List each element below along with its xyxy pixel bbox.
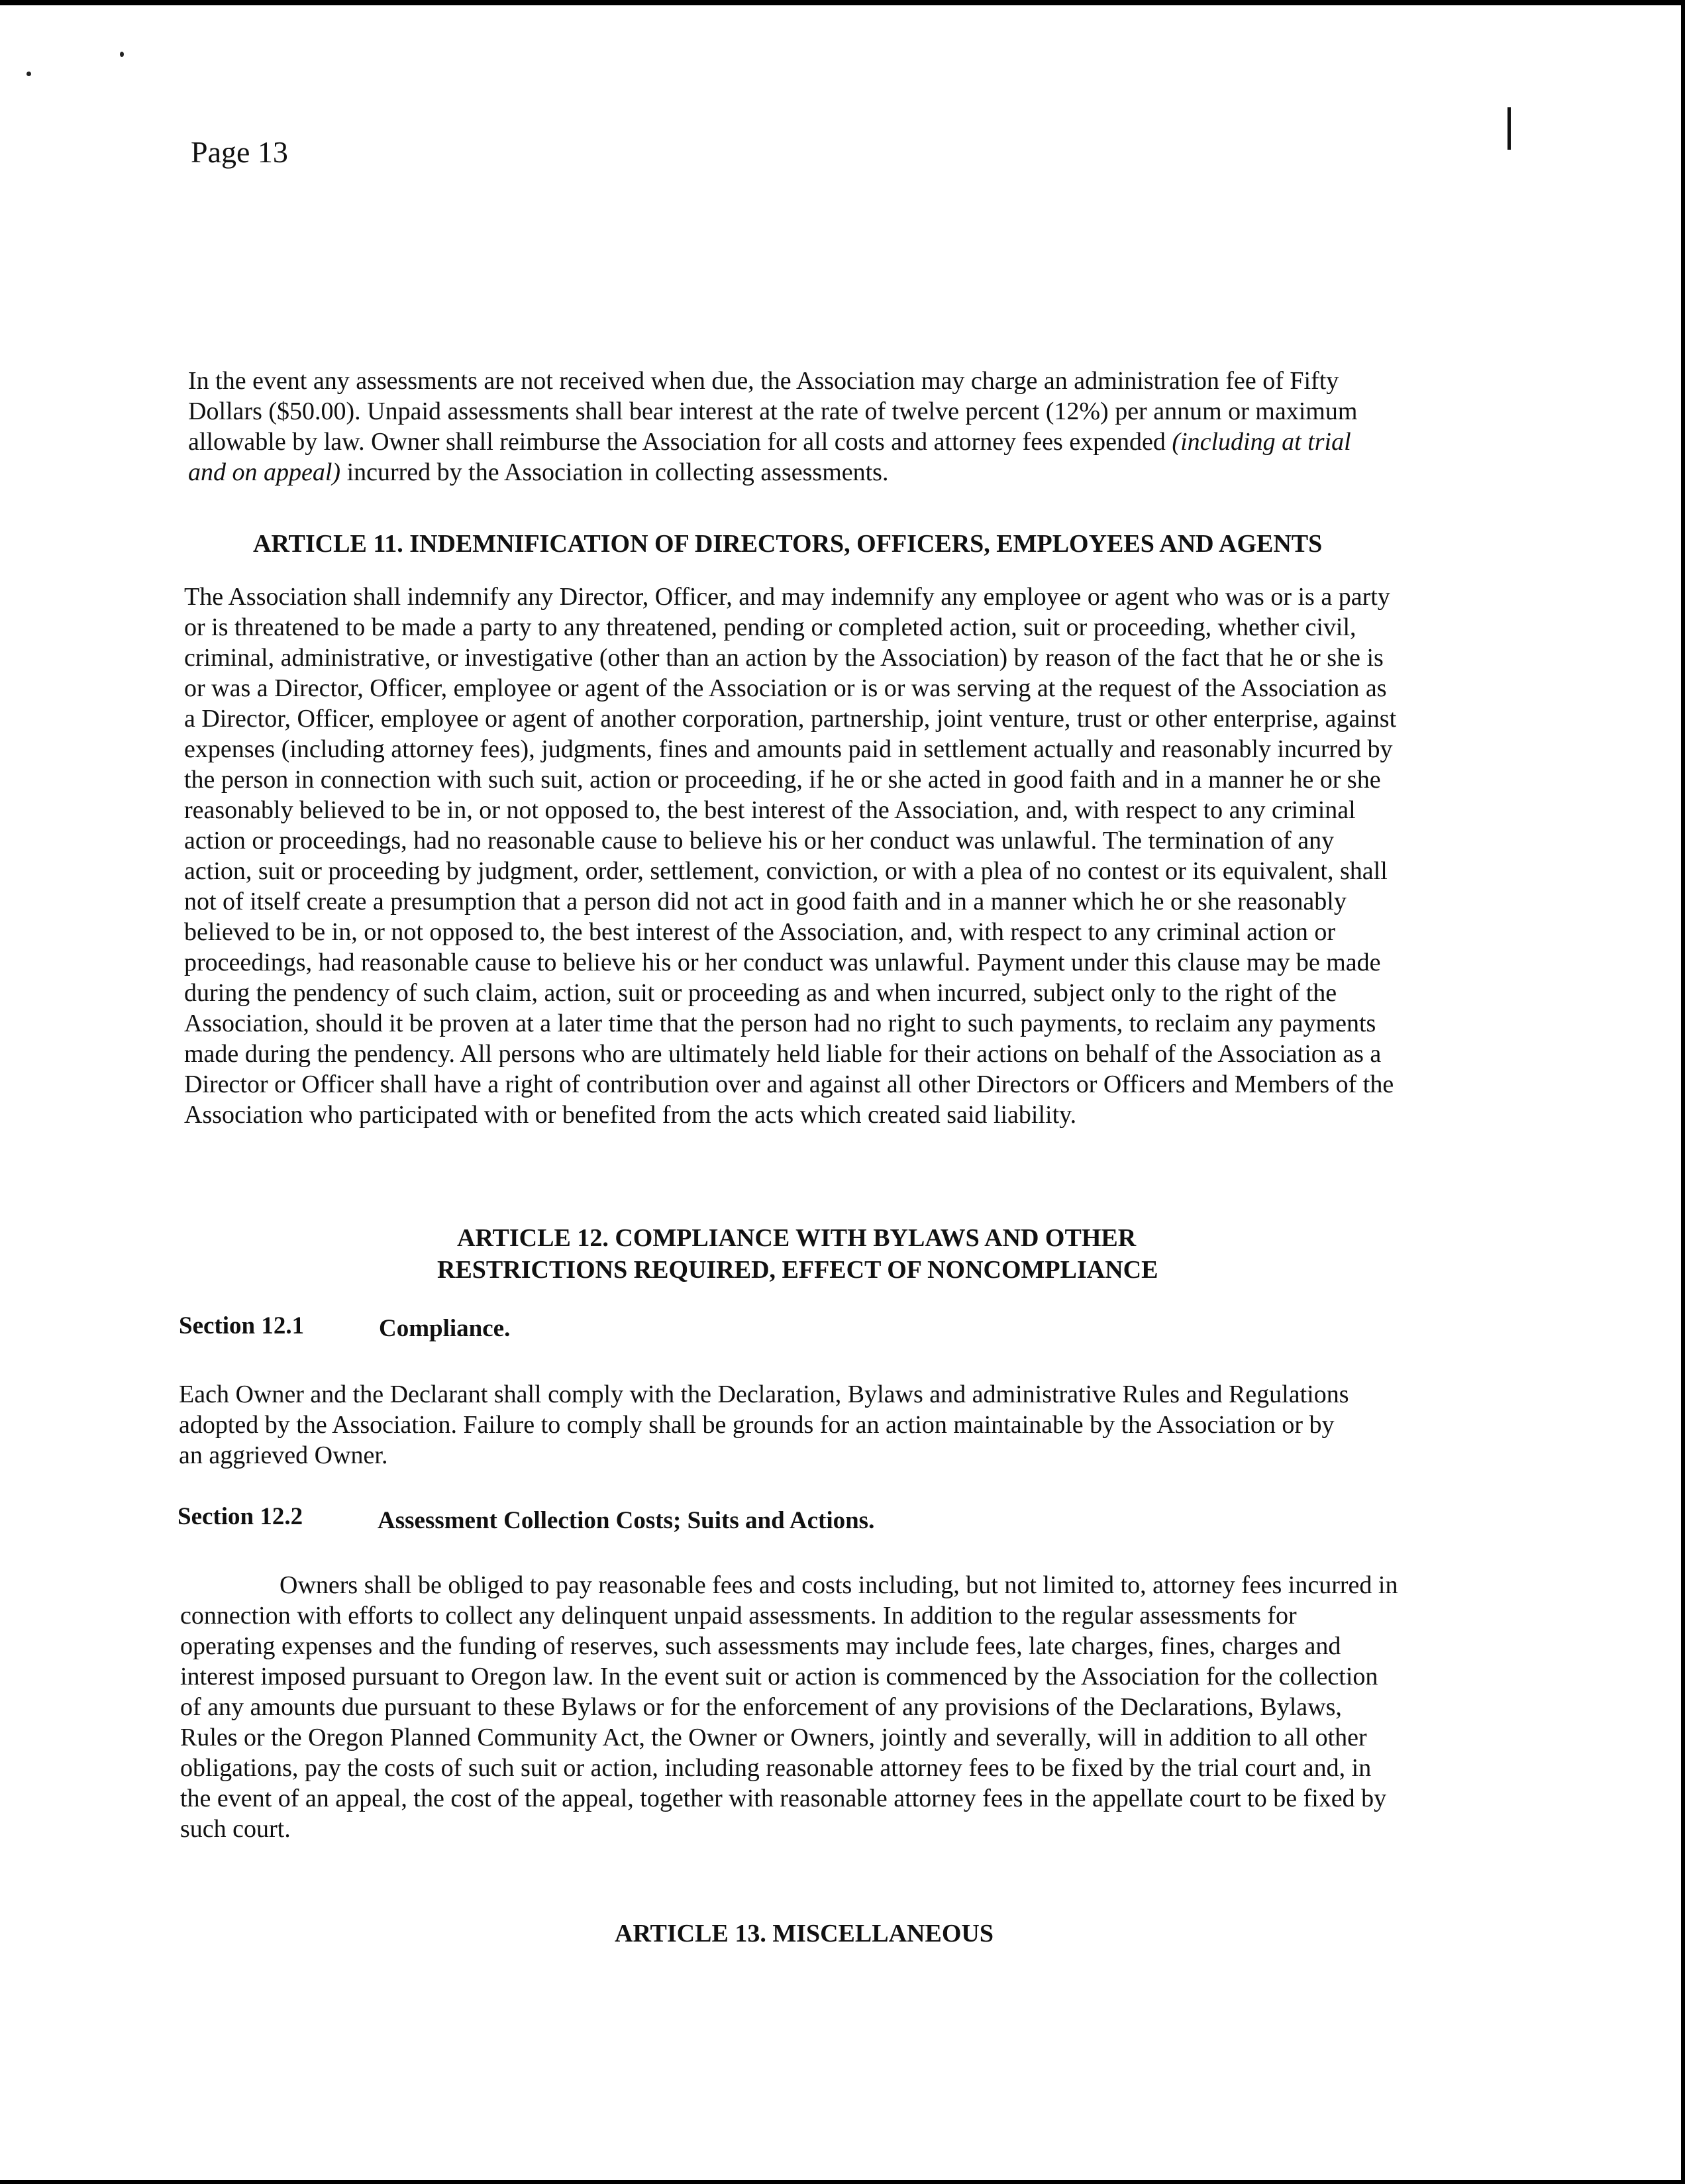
article-12-heading-line-1: ARTICLE 12. COMPLIANCE WITH BYLAWS AND OTHER <box>457 1224 1137 1252</box>
paragraph-line: a Director, Officer, employee or agent of another corporation, partnership, joint venture, trust or other enterprise, against <box>184 705 1397 733</box>
paragraph-line: of any amounts due pursuant to these Bylaws or for the enforcement of any provisions of the Declarations, Bylaws, <box>180 1693 1342 1721</box>
scan-speck <box>120 52 124 57</box>
italic-text: and on appeal) <box>188 458 341 486</box>
paragraph-line: connection with efforts to collect any delinquent unpaid assessments. In addition to the regular assessments for <box>180 1602 1297 1630</box>
article-12-heading-line-2: RESTRICTIONS REQUIRED, EFFECT OF NONCOMPLIANCE <box>437 1256 1158 1284</box>
section-12-2-number: Section 12.2 <box>178 1503 303 1530</box>
paragraph-line: during the pendency of such claim, action, suit or proceeding as and when incurred, subject only to the right of the <box>184 979 1337 1007</box>
article-11-heading: ARTICLE 11. INDEMNIFICATION OF DIRECTORS, OFFICERS, EMPLOYEES AND AGENTS <box>253 530 1323 558</box>
scan-border-right <box>1681 0 1685 2184</box>
scan-border-bottom <box>0 2180 1685 2184</box>
scan-speck <box>26 72 31 76</box>
paragraph-line: Rules or the Oregon Planned Community Act, the Owner or Owners, jointly and severally, will in addition to all other <box>180 1724 1367 1751</box>
section-12-1-number: Section 12.1 <box>179 1312 305 1339</box>
paragraph-line: expenses (including attorney fees), judgments, fines and amounts paid in settlement actually and reasonably incurred by <box>184 735 1393 763</box>
paragraph-line: operating expenses and the funding of reserves, such assessments may include fees, late charges, fines, charges and <box>180 1632 1341 1660</box>
section-12-2-body <box>180 1570 1465 1844</box>
paragraph-line: believed to be in, or not opposed to, the best interest of the Association, and, with respect to any criminal action or <box>184 918 1336 946</box>
paragraph-line <box>180 1570 1465 1600</box>
section-12-1-title: Compliance. <box>379 1315 511 1342</box>
scan-border-top <box>0 0 1685 5</box>
paragraph-line: made during the pendency. All persons who are ultimately held liable for their actions on behalf of the Association as a <box>184 1040 1382 1068</box>
article-11-body <box>184 582 1469 1130</box>
paragraph-line: Director or Officer shall have a right of contribution over and against all other Directors or Officers and Members of the <box>184 1070 1394 1098</box>
paragraph-line: obligations, pay the costs of such suit or action, including reasonable attorney fees to be fixed by the trial court and, in <box>180 1754 1372 1782</box>
paragraph-text: allowable by law. Owner shall reimburse the Association for all costs and attorney fees expended <box>188 428 1172 456</box>
paragraph-line: In the event any assessments are not received when due, the Association may charge an administration fee of Fifty <box>188 367 1339 395</box>
section-12-2-title: Assessment Collection Costs; Suits and Actions. <box>378 1507 875 1534</box>
paragraph-line: action, suit or proceeding by judgment, order, settlement, conviction, or with a plea of no contest or its equivalent, shall <box>184 857 1388 885</box>
paragraph-text: Owners shall be obliged to pay reasonable fees and costs including, but not limited to, attorney fees incurred in <box>280 1571 1398 1599</box>
paragraph-line: Association who participated with or benefited from the acts which created said liability. <box>184 1101 1077 1129</box>
paragraph-line: such court. <box>180 1815 291 1843</box>
section-12-1-body <box>179 1379 1464 1471</box>
paragraph-line: or was a Director, Officer, employee or agent of the Association or is or was serving at the request of the Association as <box>184 674 1387 702</box>
intro-paragraph <box>188 366 1473 488</box>
italic-text: (including at trial <box>1172 428 1351 456</box>
paragraph-line: an aggrieved Owner. <box>179 1441 388 1469</box>
paragraph-line: Each Owner and the Declarant shall comply with the Declaration, Bylaws and administrative Rules and Regulations <box>179 1380 1349 1408</box>
paragraph-line: interest imposed pursuant to Oregon law. In the event suit or action is commenced by the Association for the collection <box>180 1663 1378 1690</box>
paragraph-line: the person in connection with such suit, action or proceeding, if he or she acted in good faith and in a manner he or she <box>184 766 1381 794</box>
revision-bar <box>1507 107 1511 150</box>
paragraph-line: adopted by the Association. Failure to comply shall be grounds for an action maintainable by the Association or by <box>179 1411 1335 1439</box>
paragraph-line: Dollars ($50.00). Unpaid assessments shall bear interest at the rate of twelve percent (12%) per annum or maximum <box>188 397 1358 425</box>
paragraph-line: the event of an appeal, the cost of the appeal, together with reasonable attorney fees in the appellate court to be fixed by <box>180 1785 1387 1812</box>
paragraph-line <box>188 457 1473 488</box>
paragraph-line: action or proceedings, had no reasonable cause to believe his or her conduct was unlawful. The termination of any <box>184 827 1335 855</box>
paragraph-line: not of itself create a presumption that a person did not act in good faith and in a manner which he or she reasonably <box>184 888 1347 915</box>
paragraph-text: incurred by the Association in collecting assessments. <box>346 458 889 486</box>
paragraph-line: Association, should it be proven at a later time that the person had no right to such payments, to reclaim any payments <box>184 1010 1376 1037</box>
paragraph-line: criminal, administrative, or investigative (other than an action by the Association) by reason of the fact that he or she is <box>184 644 1384 672</box>
paragraph-line: or is threatened to be made a party to any threatened, pending or completed action, suit or proceeding, whether civil, <box>184 613 1356 641</box>
paragraph-line: proceedings, had reasonable cause to believe his or her conduct was unlawful. Payment under this clause may be made <box>184 949 1381 976</box>
page-number: Page 13 <box>191 135 288 169</box>
paragraph-line: reasonably believed to be in, or not opposed to, the best interest of the Association, and, with respect to any criminal <box>184 796 1356 824</box>
article-13-heading: ARTICLE 13. MISCELLANEOUS <box>615 1920 994 1948</box>
paragraph-line <box>188 427 1473 457</box>
paragraph-line: The Association shall indemnify any Director, Officer, and may indemnify any employee or agent who was or is a party <box>184 583 1390 611</box>
